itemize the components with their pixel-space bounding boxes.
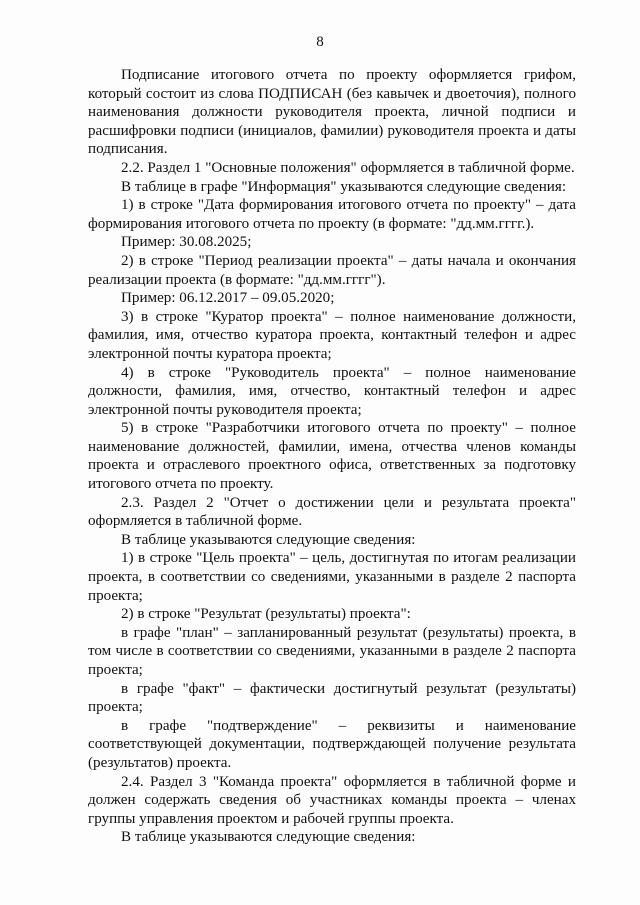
paragraph: 2.2. Раздел 1 "Основные положения" оформляется в табличной форме. [121,159,575,176]
paragraph: В таблице указываются следующие сведения: [121,531,416,548]
paragraph: в графе "подтверждение" – реквизиты и наименование соответствующей документации, подтверждающей получение результата (результатов) проекта. [88,717,576,771]
paragraph: 4) в строке "Руководитель проекта" – полное наименование должности, фамилия, имя, отчество, контактный телефон и адрес электронной почты руководителя проекта; [88,364,576,418]
paragraph: 1) в строке "Дата формирования итогового отчета по проекту" – дата формирования итогового отчета по проекту (в формате: "дд.мм.гггг.). [88,197,576,232]
paragraph: Пример: 06.12.2017 – 09.05.2020; [121,290,335,307]
paragraph: Пример: 30.08.2025; [121,234,252,251]
paragraph: в графе "план" – запланированный результат (результаты) проекта, в том числе в соответствии со сведениями, указанными в разделе 2 паспорта проекта; [88,624,576,678]
paragraph: 5) в строке "Разработчики итогового отчета по проекту" – полное наименование должностей, фамилии, имена, отчества членов команды проекта и отраслевого проектного офиса, ответственных за подготовку итогового отчета по проекту. [88,420,576,493]
page-number: 8 [316,34,324,50]
document-body [88,66,576,847]
paragraph: 2.4. Раздел 3 "Команда проекта" оформляется в табличной форме и должен содержать сведения об участниках команды проекта – членах группы управления проектом и рабочей группы проекта. [88,773,576,827]
paragraph: в графе "факт" – фактически достигнутый результат (результаты) проекта; [88,680,576,716]
paragraph: 2) в строке "Период реализации проекта" – даты начала и окончания реализации проекта (в формате: "дд.мм.гггг"). [88,252,576,288]
paragraph: Подписание итогового отчета по проекту оформляется грифом, который состоит из слова ПОДПИСАН (без кавычек и двоеточия), полного наименования должности руководителя проекта, личной подписи и расшифровки подписи (инициалов, фамилии) руководителя проекта и даты подписания. [88,67,576,158]
paragraph: В таблице указываются следующие сведения: [121,829,416,846]
paragraph: 2) в строке "Результат (результаты) проекта": [121,606,411,623]
paragraph: 1) в строке "Цель проекта" – цель, достигнутая по итогам реализации проекта, в соответствии со сведениями, указанными в разделе 2 паспорта проекта; [88,550,576,604]
paragraph: В таблице в графе "Информация" указываются следующие сведения: [121,178,567,195]
paragraph: 3) в строке "Куратор проекта" – полное наименование должности, фамилия, имя, отчество куратора проекта, контактный телефон и адрес электронной почты куратора проекта; [88,308,576,362]
paragraph: 2.3. Раздел 2 "Отчет о достижении цели и результата проекта" оформляется в табличной форме. [88,494,576,530]
